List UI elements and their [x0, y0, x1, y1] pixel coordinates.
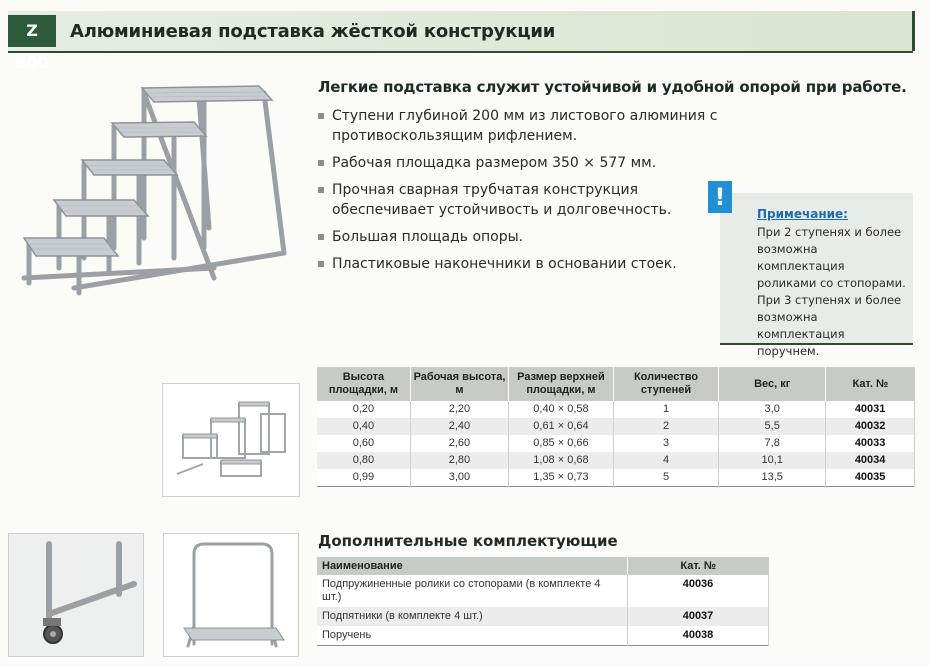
- spec-table: [317, 367, 915, 487]
- product-photo-stand-set: [162, 383, 300, 497]
- section-header: [8, 11, 913, 72]
- column-header: Высота площадки, м: [317, 367, 410, 401]
- cell-platform-height: 0,80: [317, 452, 410, 469]
- cell-weight: 3,0: [719, 401, 826, 418]
- cell-platform-height: 0,40: [317, 418, 410, 435]
- cell-working-height: 3,00: [410, 469, 508, 487]
- table-row: [317, 435, 915, 452]
- column-header: Количество ступеней: [613, 367, 718, 401]
- cell-working-height: 2,80: [410, 452, 508, 469]
- note-text: При 2 ступенях и более возможна комплектация роликами со стопорами. При 3 ступенях и более возможна комплектация поручнем.: [757, 225, 906, 358]
- table-header-row: [317, 367, 915, 401]
- cell-item-name: Подпружиненные ролики со стопорами (в комплекте 4 шт.): [317, 575, 628, 607]
- cell-weight: 5,5: [719, 418, 826, 435]
- cell-catalog-number: 40033: [826, 435, 915, 452]
- cell-weight: 7,8: [719, 435, 826, 452]
- cell-platform-height: 0,20: [317, 401, 410, 418]
- cell-working-height: 2,20: [410, 401, 508, 418]
- cell-platform-size: 1,35 × 0,73: [509, 469, 614, 487]
- column-header: Размер верхней площадки, м: [509, 367, 614, 401]
- column-header: Рабочая высота, м: [410, 367, 508, 401]
- table-row: [317, 469, 915, 487]
- table-row: [317, 401, 915, 418]
- page-title: Алюминиевая подставка жёсткой конструкции: [70, 21, 556, 42]
- product-photo-step-stand: [14, 78, 304, 308]
- cell-catalog-number: 40035: [826, 469, 915, 487]
- table-row: [317, 575, 769, 607]
- accessories-table: [317, 557, 769, 646]
- note-title: Примечание:: [757, 207, 848, 221]
- column-header: Кат. №: [628, 557, 769, 575]
- note-box: [714, 183, 913, 358]
- header-rule: [912, 11, 915, 51]
- cell-working-height: 2,60: [410, 435, 508, 452]
- feature-list: [318, 106, 718, 281]
- feature-item: Большая площадь опоры.: [318, 227, 718, 247]
- cell-catalog-number: 40032: [826, 418, 915, 435]
- cell-platform-size: 0,85 × 0,66: [509, 435, 614, 452]
- table-header-row: [317, 557, 769, 575]
- cell-step-count: 3: [613, 435, 718, 452]
- cell-working-height: 2,40: [410, 418, 508, 435]
- column-header: Наименование: [317, 557, 628, 575]
- cell-step-count: 1: [613, 401, 718, 418]
- accessories-title: Дополнительные комплектующие: [318, 532, 618, 550]
- table-row: [317, 418, 915, 435]
- feature-item: Ступени глубиной 200 мм из листового алюминия с противоскользящим рифлением.: [318, 106, 718, 146]
- cell-catalog-number: 40038: [628, 626, 769, 646]
- cell-platform-size: 0,40 × 0,58: [509, 401, 614, 418]
- cell-catalog-number: 40037: [628, 607, 769, 626]
- cell-platform-size: 0,61 × 0,64: [509, 418, 614, 435]
- cell-catalog-number: 40036: [628, 575, 769, 607]
- cell-step-count: 2: [613, 418, 718, 435]
- feature-item: Пластиковые наконечники в основании стоек.: [318, 254, 718, 274]
- cell-item-name: Поручень: [317, 626, 628, 646]
- model-badge: Z 600: [8, 15, 56, 47]
- table-row: [317, 626, 769, 646]
- cell-step-count: 5: [613, 469, 718, 487]
- cell-catalog-number: 40034: [826, 452, 915, 469]
- product-photo-handrail: [163, 533, 299, 657]
- cell-item-name: Подпятники (в комплекте 4 шт.): [317, 607, 628, 626]
- product-photo-wheel-detail: [8, 533, 144, 657]
- column-header: Вес, кг: [719, 367, 826, 401]
- table-row: [317, 607, 769, 626]
- feature-item: Прочная сварная трубчатая конструкция обеспечивает устойчивость и долговечность.: [318, 180, 718, 220]
- cell-platform-height: 0,60: [317, 435, 410, 452]
- exclamation-icon: !: [708, 181, 732, 213]
- cell-catalog-number: 40031: [826, 401, 915, 418]
- cell-platform-size: 1,08 × 0,68: [509, 452, 614, 469]
- cell-step-count: 4: [613, 452, 718, 469]
- table-row: [317, 452, 915, 469]
- cell-weight: 13,5: [719, 469, 826, 487]
- cell-platform-height: 0,99: [317, 469, 410, 487]
- cell-weight: 10,1: [719, 452, 826, 469]
- intro-lead: Легкие подставка служит устойчивой и удобной опорой при работе.: [318, 78, 907, 96]
- feature-item: Рабочая площадка размером 350 × 577 мм.: [318, 153, 718, 173]
- column-header: Кат. №: [826, 367, 915, 401]
